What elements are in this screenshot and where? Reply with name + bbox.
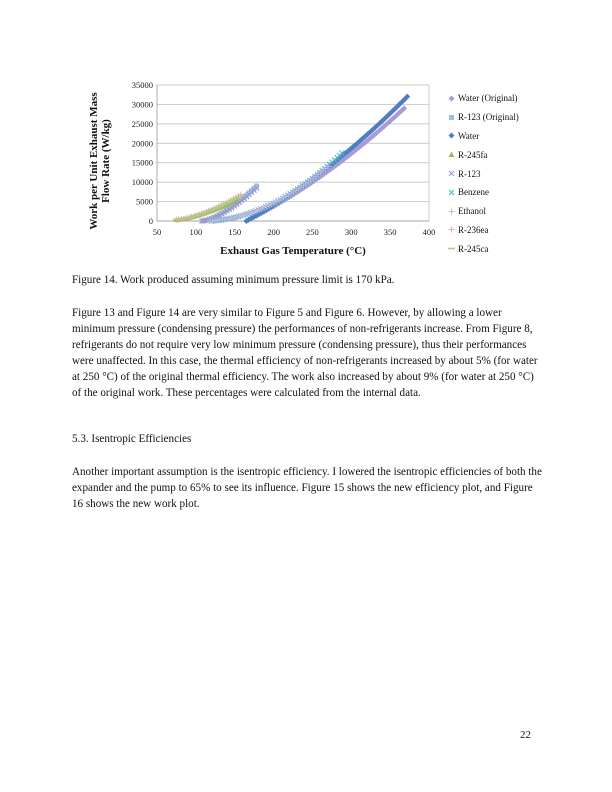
chart-legend xyxy=(447,89,547,258)
legend-marker xyxy=(447,225,456,234)
x-tick-label: 300 xyxy=(344,227,358,237)
y-axis-title: Work per Unit Exhaust MassFlow Rate (W/kg) xyxy=(88,92,112,230)
legend-item-r-236ea xyxy=(447,221,547,240)
x-axis-title: Exhaust Gas Temperature (°C) xyxy=(220,245,366,257)
legend-label: Ethanol xyxy=(458,206,486,217)
x-tick-label: 250 xyxy=(306,227,319,237)
legend-item-r-245ca xyxy=(447,239,547,258)
y-tick-label: 15000 xyxy=(131,157,153,168)
legend-item-ethanol xyxy=(447,202,547,221)
legend-marker xyxy=(447,169,456,178)
legend-label: R-123 xyxy=(458,168,481,179)
legend-label: R-245fa xyxy=(458,149,488,160)
legend-marker-shape xyxy=(449,190,454,195)
work-chart xyxy=(85,75,445,265)
legend-item-r-245fa xyxy=(447,145,547,164)
body-paragraph-2: Another important assumption is the isentropic efficiency. I lowered the isentropic efficiencies of both the expander and the pump to 65% to see its influence. Figure 15 shows the new efficiency plot, and Figure 16 shows the new work plot. xyxy=(72,466,542,510)
legend-marker-shape xyxy=(449,227,455,233)
legend-item-r-123-original xyxy=(447,108,547,127)
legend-marker xyxy=(447,131,456,140)
legend-label: Water (Original) xyxy=(458,93,518,104)
legend-label: R-245ca xyxy=(458,243,489,254)
legend-marker-shape xyxy=(449,133,455,139)
legend-marker-shape xyxy=(449,208,455,214)
legend-item-benzene xyxy=(447,183,547,202)
y-tick-label: 5000 xyxy=(136,196,153,207)
legend-marker xyxy=(447,94,456,103)
legend-label: Water xyxy=(458,130,480,141)
legend-item-r-123 xyxy=(447,164,547,183)
body-paragraph-1: Figure 13 and Figure 14 are very similar to Figure 5 and Figure 6. However, by allowing a lower minimum pressure (condensing pressure) the performances of non-refrigerants increase. From Figure 8, refrigerants do not require very low minimum pressure (condensing pressure), thus their performances were unaffected. In this case, the thermal efficiency of non-refrigerants increased by about 5% (for water at 250 °C) of the original thermal efficiency. The work also increased by about 9% (for water at 250 °C) of the original work. These percentages were calculated from the internal data. xyxy=(72,307,538,399)
section-heading: 5.3. Isentropic Efficiencies xyxy=(72,433,192,445)
figure-14 xyxy=(85,75,545,265)
legend-item-water xyxy=(447,127,547,146)
figure-caption: Figure 14. Work produced assuming minimum pressure limit is 170 kPa. xyxy=(72,274,395,286)
legend-marker-shape xyxy=(449,171,454,176)
y-tick-label: 35000 xyxy=(131,80,153,90)
legend-marker-shape xyxy=(449,152,455,158)
x-tick-label: 200 xyxy=(267,227,280,237)
y-tick-label: 25000 xyxy=(131,118,153,129)
legend-label: R-123 (Original) xyxy=(458,112,519,123)
legend-marker-shape xyxy=(449,95,455,101)
x-tick-label: 50 xyxy=(152,227,162,237)
x-tick-label: 150 xyxy=(228,227,242,237)
legend-label: R-236ea xyxy=(458,224,489,235)
y-tick-label: 30000 xyxy=(131,99,153,110)
x-tick-label: 400 xyxy=(422,227,436,237)
legend-marker xyxy=(447,188,456,197)
legend-marker xyxy=(447,207,456,216)
y-tick-label: 10000 xyxy=(131,177,153,188)
x-tick-label: 350 xyxy=(383,227,397,237)
x-tick-label: 100 xyxy=(189,227,203,237)
y-tick-label: 0 xyxy=(148,216,153,226)
legend-item-water-original xyxy=(447,89,547,108)
legend-marker xyxy=(447,244,456,253)
legend-marker xyxy=(447,113,456,122)
legend-label: Benzene xyxy=(458,187,489,198)
legend-marker-shape xyxy=(449,115,454,120)
page-number: 22 xyxy=(520,729,531,741)
series-ethanol xyxy=(207,164,331,224)
y-tick-label: 20000 xyxy=(131,138,153,149)
legend-marker xyxy=(447,150,456,159)
